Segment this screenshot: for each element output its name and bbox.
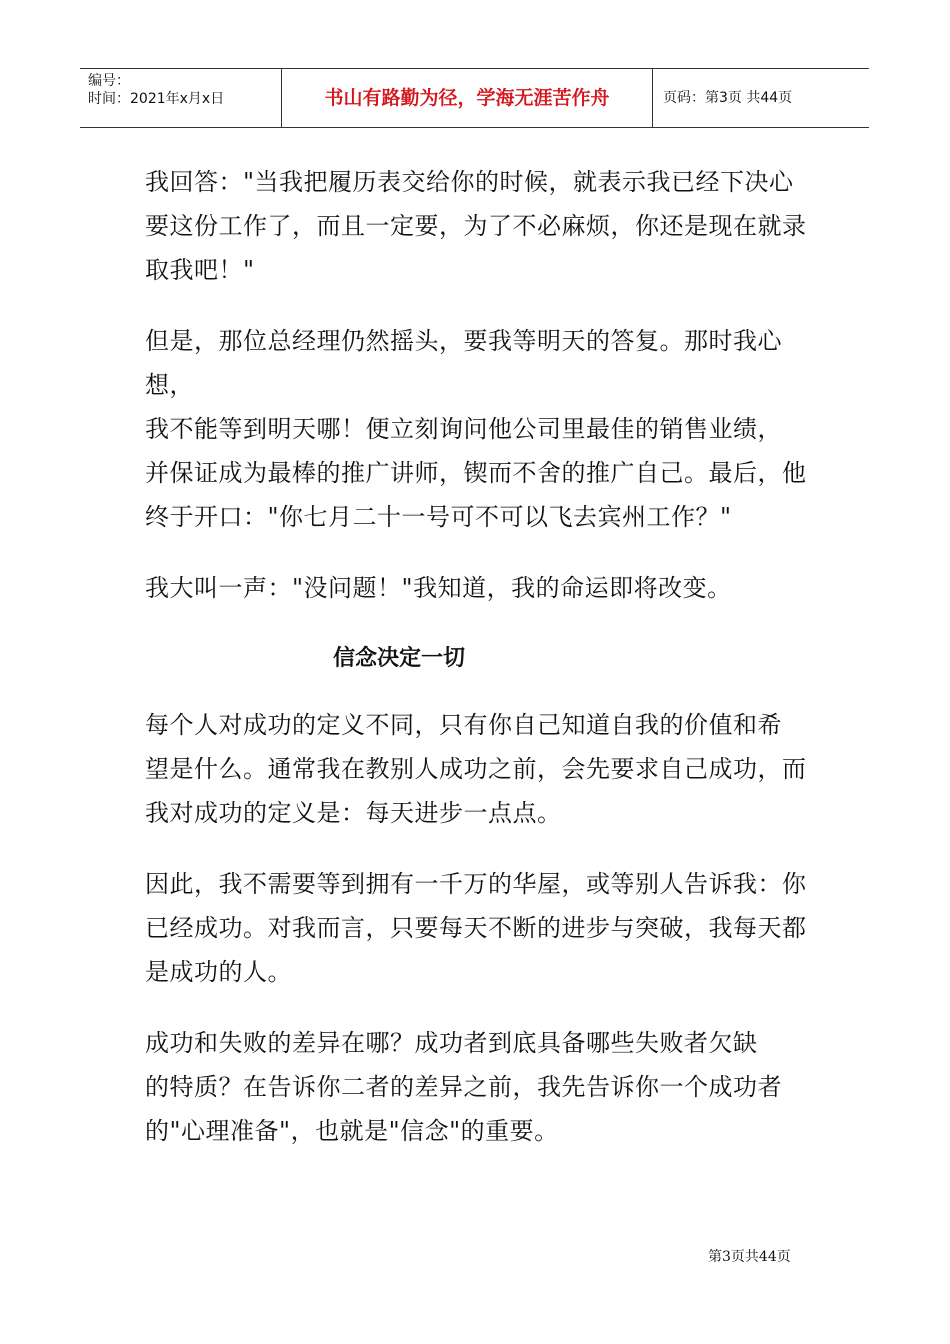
document-number-label: 编号： [88,73,130,89]
header-meta [80,69,281,127]
paragraph: 每个人对成功的定义不同，只有你自己知道自我的价值和希 望是什么。通常我在教别人成功之前，会先要求自己成功，而 我对成功的定义是：每天进步一点点。 [145,711,807,827]
section-heading: 信念决定一切 [333,646,466,671]
document-date: 时间：2021年x月x日 [88,91,225,107]
paragraph: 我大叫一声："没问题！"我知道，我的命运即将改变。 [145,574,732,602]
header-page-info: 页码：第3页 共44页 [663,90,793,106]
page-footer: 第3页共44页 [708,1249,791,1265]
paragraph: 成功和失败的差异在哪？成功者到底具备哪些失败者欠缺 的特质？在告诉你二者的差异之前，我先告诉你一个成功者 的"心理准备"，也就是"信念"的重要。 [145,1029,782,1145]
paragraph: 但是，那位总经理仍然摇头，要我等明天的答复。那时我心想， 我不能等到明天哪！便立刻询问他公司里最佳的销售业绩， 并保证成为最棒的推广讲师，锲而不舍的推广自己。最后，他 终于开口："你七月二十一号可不可以飞去宾州工作？" [145,327,807,531]
header-motto: 书山有路勤为径，学海无涯苦作舟 [281,69,653,127]
paragraph: 因此，我不需要等到拥有一千万的华屋，或等别人告诉我：你 已经成功。对我而言，只要每天不断的进步与突破，我每天都 是成功的人。 [145,870,807,986]
page-header [80,68,869,128]
document-body [145,160,817,1180]
paragraph: 我回答："当我把履历表交给你的时候，就表示我已经下决心 要这份工作了，而且一定要，为了不必麻烦，你还是现在就录 取我吧！" [145,168,807,284]
